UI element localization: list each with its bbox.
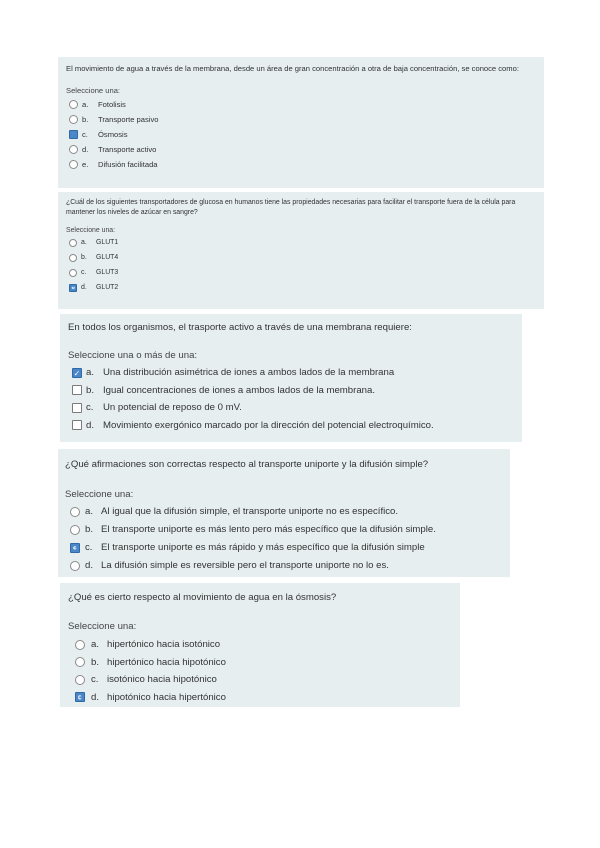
question-4 [58,449,510,577]
option-4b[interactable] [65,521,500,539]
option-letter: b. [85,524,94,536]
radio-button[interactable] [69,145,78,154]
radio-button[interactable] [75,657,85,667]
checkbox[interactable] [72,385,82,395]
option-letter: b. [91,656,100,668]
question-1 [58,57,544,188]
option-4a[interactable] [65,503,500,521]
option-letter: a. [82,100,89,109]
radio-button[interactable] [69,239,77,247]
option-letter: d. [82,145,89,154]
option-label: Difusión facilitada [98,160,158,169]
checkbox-checked-icon[interactable]: ✓ [73,368,81,378]
question-2-instruction: Seleccione una: [66,227,116,234]
question-1-text: El movimiento de agua a través de la membrana, desde un área de gran concentración a otra de baja concentración, se conoce como: [66,64,519,73]
option-label: GLUT2 [96,284,119,291]
option-letter: c. [81,269,87,276]
radio-button[interactable] [69,115,78,124]
checkbox[interactable] [72,420,82,430]
question-3-text: En todos los organismos, el trasporte activo a través de una membrana requiere: [68,322,412,333]
option-5a[interactable] [68,636,450,654]
radio-button[interactable] [69,100,78,109]
option-label: isotónico hacia hipotónico [107,674,217,686]
option-2d[interactable] [66,280,534,295]
radio-button[interactable] [75,675,85,685]
option-label: Transporte pasivo [98,115,159,124]
question-3-instruction: Seleccione una o más de una: [68,349,198,361]
option-letter: d. [81,284,87,291]
option-label: Movimiento exergónico marcado por la dirección del potencial electroquímico. [103,419,434,431]
option-letter: d. [91,691,100,703]
radio-button[interactable] [75,640,85,650]
option-label: Al igual que la difusión simple, el transporte uniporte no es específico. [101,506,399,518]
question-1-instruction: Seleccione una: [66,86,121,95]
option-label: Un potencial de reposo de 0 mV. [103,402,242,414]
option-1b[interactable] [66,112,534,127]
radio-button[interactable] [70,507,80,517]
radio-button[interactable] [69,160,78,169]
option-label: El transporte uniporte es más rápido y más específico que la difusión simple [101,542,425,554]
option-label: La difusión simple es reversible pero el transporte uniporte no lo es. [101,560,389,572]
option-5c[interactable] [68,671,450,689]
option-label: hipotónico hacia hipertónico [107,691,226,703]
option-label: Igual concentraciones de iones a ambos lados de la membrana. [103,384,375,396]
option-label: GLUT3 [96,269,119,276]
option-5b[interactable] [68,653,450,671]
option-3a[interactable] [68,364,512,382]
option-2a[interactable] [66,235,534,250]
option-letter: b. [82,115,89,124]
option-letter: c. [91,674,99,686]
option-1a[interactable] [66,97,534,112]
question-2-text: ¿Cuál de los siguientes transportadores de glucosa en humanos tiene las propiedades necesarias para facilitar el transporte fuera de la célula para mantener los niveles de azúcar en sangre? [66,199,516,216]
option-letter: c. [82,130,88,139]
radio-button-selected[interactable] [70,543,80,553]
option-label: Ósmosis [98,130,128,139]
option-letter: e. [82,160,89,169]
option-letter: a. [86,367,95,379]
option-2b[interactable] [66,250,534,265]
option-1c[interactable] [66,127,534,142]
option-1e[interactable] [66,157,534,172]
question-5-instruction: Seleccione una: [68,620,137,632]
radio-button-selected[interactable] [75,692,85,702]
option-label: El transporte uniporte es más lento pero más específico que la difusión simple. [101,524,436,536]
question-4-instruction: Seleccione una: [65,488,134,500]
option-label: Una distribución asimétrica de iones a ambos lados de la membrana [103,367,395,379]
radio-button[interactable] [70,561,80,571]
option-letter: a. [91,639,100,651]
option-2c[interactable] [66,265,534,280]
option-4c[interactable] [65,539,500,557]
option-label: Transporte activo [98,145,157,154]
option-letter: c. [85,542,93,554]
question-2 [58,192,544,309]
question-5-text: ¿Qué es cierto respecto al movimiento de agua en la ósmosis? [68,592,337,603]
option-label: Fotolisis [98,100,126,109]
radio-button-selected[interactable] [69,284,77,292]
question-4-text: ¿Qué afirmaciones son correctas respecto al transporte uniporte y la difusión simple? [65,459,429,470]
option-3b[interactable] [68,381,512,399]
radio-button[interactable] [69,254,77,262]
option-letter: b. [81,254,87,261]
radio-button[interactable] [69,269,77,277]
checkbox[interactable] [72,403,82,413]
option-4d[interactable] [65,557,500,575]
question-5 [60,583,460,707]
option-label: hipertónico hacia hipotónico [107,656,226,668]
option-letter: b. [86,384,95,396]
option-letter: c. [86,402,94,414]
question-3 [60,314,522,442]
option-1d[interactable] [66,142,534,157]
option-5d[interactable] [68,688,450,706]
option-3d[interactable] [68,416,512,434]
option-label: GLUT4 [96,254,119,261]
option-letter: a. [81,239,87,246]
option-label: hipertónico hacia isotónico [107,639,221,651]
option-letter: a. [85,506,94,518]
option-label: GLUT1 [96,239,119,246]
option-3c[interactable] [68,399,512,417]
radio-button[interactable] [70,525,80,535]
option-letter: d. [86,419,95,431]
option-letter: d. [85,560,94,572]
radio-button-selected[interactable] [69,130,78,139]
